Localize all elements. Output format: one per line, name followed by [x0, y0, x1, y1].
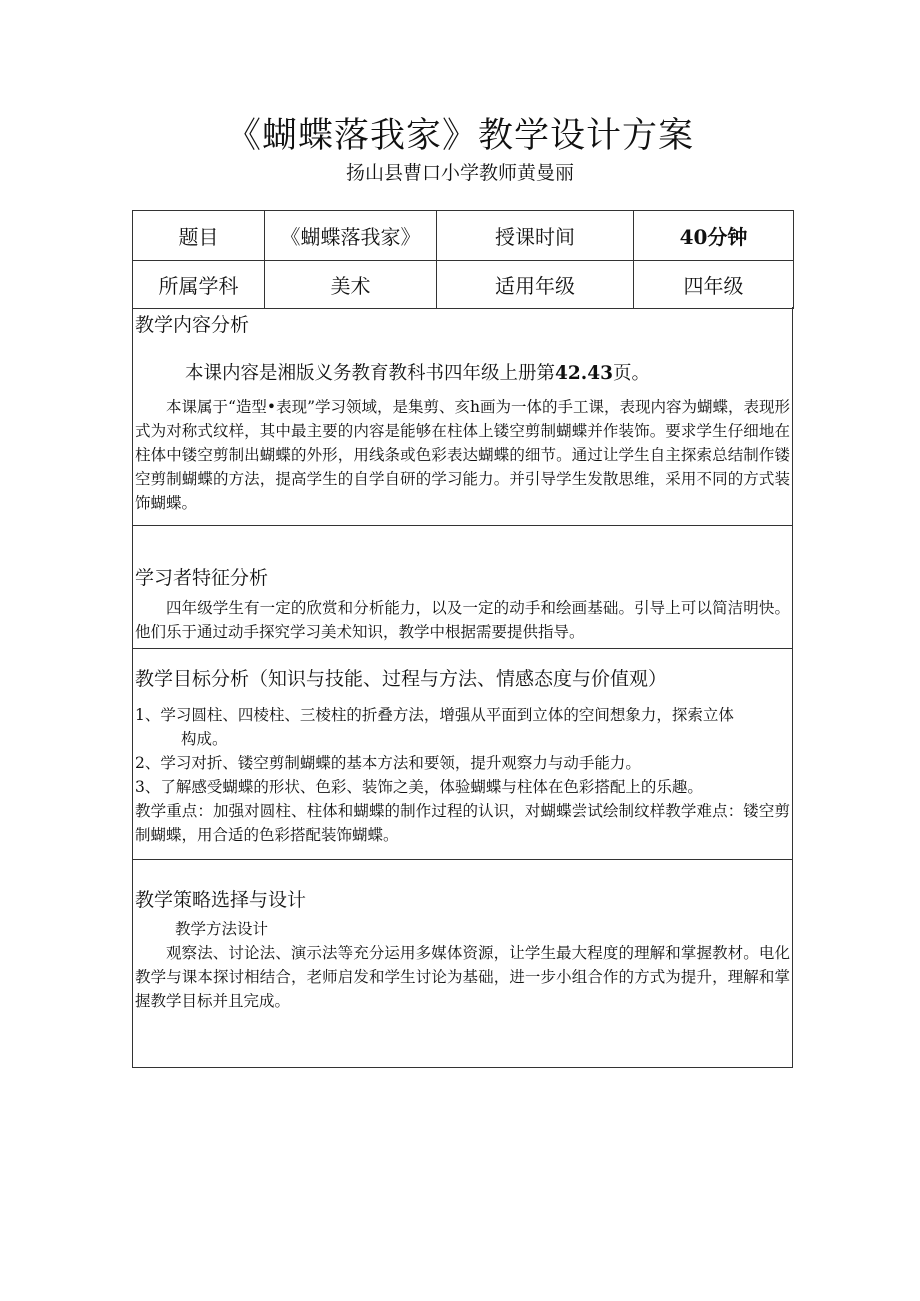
content-analysis-section	[132, 307, 793, 526]
lead-text: 本课内容是湘版义务教育教科书四年级上册第	[185, 363, 556, 384]
info-value-subject: 美术	[265, 261, 437, 309]
strategy-section	[132, 860, 793, 1068]
info-label-grade: 适用年级	[437, 261, 634, 309]
objective-item-1-line-b: 构成。	[181, 730, 228, 748]
content-analysis-paragraph: 本课属于“造型•表现”学习领域，是集剪、亥h画为一体的手工课，表现内容为蝴蝶，表现形式为对称式纹样，其中最主要的内容是能够在柱体上镂空剪制蝴蝶并作装饰。要求学生仔细地在柱体中镂空剪制出蝴蝶的外形，用线条或色彩表达蝴蝶的细节。通过让学生自主探索总结制作镂空剪制蝴蝶的方法，提高学生的自学自研的学习能力。并引导学生发散思维，采用不同的方式装饰蝴蝶。	[135, 398, 790, 512]
objective-item-2: 2、学习对折、镂空剪制蝴蝶的基本方法和要领，提升观察力与动手能力。	[135, 754, 641, 772]
info-row-2	[133, 261, 794, 309]
strategy-sub-heading: 教学方法设计	[175, 920, 269, 938]
learner-analysis-heading: 学习者特征分析	[135, 567, 269, 589]
info-row-1	[133, 211, 794, 261]
info-value-topic: 《蝴蝶落我家》	[265, 211, 437, 261]
objectives-section	[132, 649, 793, 860]
info-value-grade: 四年级	[634, 261, 794, 309]
strategy-paragraph: 观察法、讨论法、演示法等充分运用多媒体资源，让学生最大程度的理解和掌握教材。电化教学与课本探讨相结合，老师启发和学生讨论为基础，进一步小组合作的方式为提升，理解和掌握教学目标并且完成。	[135, 944, 790, 1010]
info-table	[132, 210, 794, 309]
info-value-duration: 40分钟	[634, 211, 794, 261]
strategy-heading: 教学策略选择与设计	[135, 889, 307, 911]
info-label-topic: 题目	[133, 211, 265, 261]
learner-analysis-paragraph: 四年级学生有一定的欣赏和分析能力，以及一定的动手和绘画基础。引导上可以简洁明快。他们乐于通过动手探究学习美术知识，教学中根据需要提供指导。	[135, 599, 790, 641]
info-label-subject: 所属学科	[133, 261, 265, 309]
content-analysis-lead	[133, 359, 792, 389]
author-line: 扬山县曹口小学教师黄曼丽	[345, 162, 574, 184]
document-title: 《蝴蝶落我家》教学设计方案	[225, 116, 694, 156]
objective-item-1-line-a: 1、学习圆柱、四棱柱、三棱柱的折叠方法，增强从平面到立体的空间想象力，探索立体	[135, 706, 734, 724]
objective-item-1	[133, 703, 792, 751]
objective-item-3: 3、了解感受蝴蝶的形状、色彩、装饰之美，体验蝴蝶与柱体在色彩搭配上的乐趣。	[135, 778, 703, 796]
info-label-duration: 授课时间	[437, 211, 634, 261]
objectives-heading: 教学目标分析（知识与技能、过程与方法、情感态度与价值观）	[135, 668, 668, 690]
learner-analysis-section	[132, 526, 793, 649]
key-points: 教学重点：加强对圆柱、柱体和蝴蝶的制作过程的认识，对蝴蝶尝试绘制纹样教学难点：镂空剪制蝴蝶，用合适的色彩搭配装饰蝴蝶。	[135, 802, 790, 844]
lead-suffix: 页。	[612, 363, 650, 384]
content-analysis-heading: 教学内容分析	[135, 314, 250, 336]
lead-pages: 42.43	[555, 363, 613, 384]
